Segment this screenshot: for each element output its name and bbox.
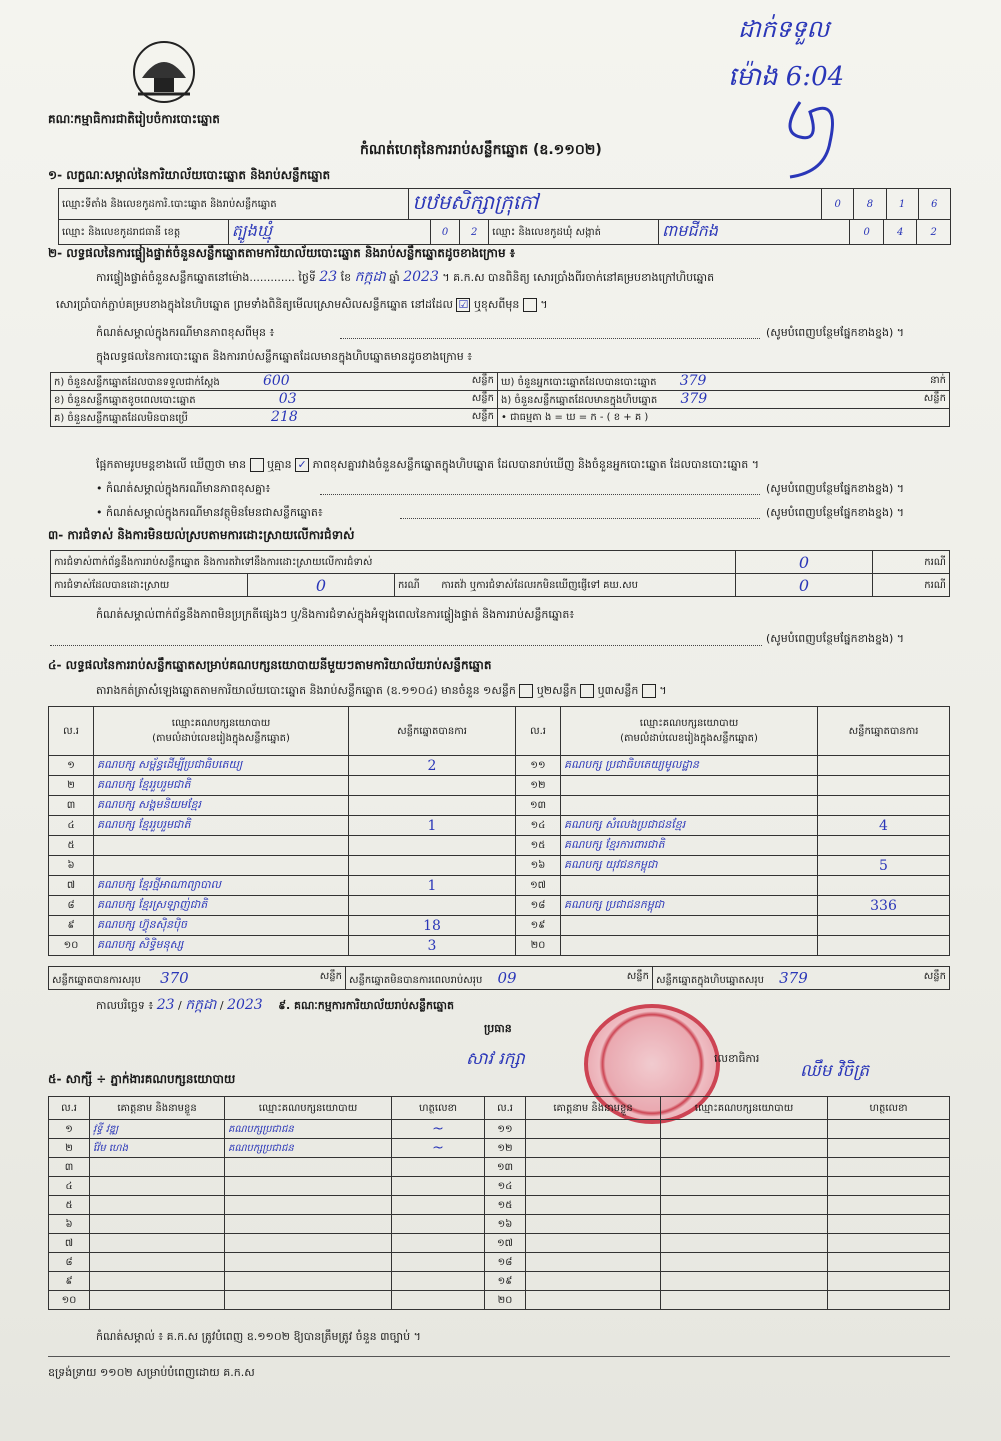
unit-label: សន្លឹក <box>923 970 946 982</box>
month-label: ខែ <box>340 271 352 284</box>
total-invalid-label: សន្លឹកឆ្នោតមិនបានការពេលរាប់សរុប <box>349 974 483 986</box>
party-name: គណបក្ស ខ្មែររួបរួមជាតិ <box>94 816 349 836</box>
commune-code-digit: 4 <box>883 220 917 245</box>
note-bullet-2: • កំណត់សម្គាល់ក្នុងករណីមានវត្ថុមិនមែនជាសន្លឹកឆ្នោត៖ <box>96 506 323 519</box>
objection-value: 0 <box>736 551 873 574</box>
one-sheet-checkbox[interactable] <box>519 684 533 698</box>
party-name: គណបក្ស យុវជនកម្ពុជា <box>561 856 818 876</box>
table-row <box>49 876 950 896</box>
table-row <box>49 896 950 916</box>
has-diff-checkbox[interactable] <box>250 458 264 472</box>
president-signature: សាវ រក្សា <box>466 1049 525 1069</box>
table-row <box>49 796 950 816</box>
party-no: ៨ <box>49 896 94 916</box>
party-votes: 5 <box>818 856 950 876</box>
witness-no: ១៧ <box>485 1234 526 1253</box>
witness-name <box>90 1291 225 1310</box>
witness-name: វ៉ែម ហេង <box>90 1139 225 1158</box>
party-name <box>94 836 349 856</box>
section2-heading: ២- លទ្ធផលនៃការផ្ទៀងផ្ទាត់ចំនួនសន្លឹកឆ្នោតតាមការិយាល័យបោះឆ្នោត និងរាប់សន្លឹកឆ្នោតដូចខាងក្រោម ៖ <box>48 246 516 260</box>
province-label: ឈ្មោះ និងលេខកូដរាជធានី ខេត្ត <box>59 220 229 245</box>
section4-heading: ៤- លទ្ធផលនៃការរាប់សន្លឹកឆ្នោតសម្រាប់គណបក្សនយោបាយនីមួយៗតាមការិយាល័យរាប់សន្លឹកឆ្នោត <box>48 658 492 672</box>
case-label: ករណី <box>873 574 950 597</box>
witness-no: ១១ <box>485 1120 526 1139</box>
witness-party <box>661 1291 828 1310</box>
verification-year: 2023 <box>403 269 439 285</box>
same-checkbox[interactable]: ☑ <box>456 298 470 312</box>
witness-signature <box>828 1158 950 1177</box>
party-name <box>94 856 349 876</box>
witness-no: ៤ <box>49 1177 90 1196</box>
witness-name <box>90 1196 225 1215</box>
table-row <box>49 1253 950 1272</box>
witness-party <box>225 1253 392 1272</box>
witness-signature <box>392 1215 485 1234</box>
witness-name <box>526 1234 661 1253</box>
station-code-digit: 1 <box>886 189 918 220</box>
witness-name: វុទ្ធី វឌ្ឍ <box>90 1120 225 1139</box>
party-name: គណបក្ស ហ៊្វុនស៊ិនប៉ិច <box>94 916 349 936</box>
verification-line-1 <box>96 270 714 285</box>
unit-label: សន្លឹក <box>319 970 342 982</box>
president-label: ប្រធាន <box>484 1022 512 1035</box>
party-votes <box>818 776 950 796</box>
unused-ballots-value: 218 <box>271 409 298 425</box>
col-party-title: ឈ្មោះគណបក្សនយោបាយ <box>171 718 271 729</box>
spoiled-ballots-label: ខ) ចំនួនសន្លឹកឆ្នោតខូចពេលបោះឆ្នោត <box>54 395 196 406</box>
two-sheet-checkbox[interactable] <box>580 684 594 698</box>
date-label: កាលបរិច្ឆេទ ៖ <box>96 999 154 1012</box>
witness-party <box>661 1272 828 1291</box>
commune-value: ពាមជីកង <box>659 220 850 245</box>
witness-signature <box>828 1253 950 1272</box>
col-party <box>94 707 349 756</box>
witness-name <box>526 1120 661 1139</box>
col-name: គោត្តនាម និងនាមខ្លួន <box>90 1097 225 1120</box>
col-party: ឈ្មោះគណបក្សនយោបាយ <box>661 1097 828 1120</box>
verification-line-2: សោរប្រាំបាក់ភ្ជាប់គម្របខាងក្នុងនៃហិបឆ្នោត ព្រមទាំងពិនិត្យមើលស្រោមសិលសន្លឹកឆ្នោត នៅដដែល ☑ ឬខុសពីមុន ។ <box>56 298 548 311</box>
witness-no: ១២ <box>485 1139 526 1158</box>
party-votes <box>349 776 516 796</box>
table-row <box>49 856 950 876</box>
total-valid-label: សន្លឹកឆ្នោតបានការសរុប <box>52 974 141 986</box>
witness-name <box>526 1177 661 1196</box>
party-name: គណបក្ស សិទ្ធិមនុស្ស <box>94 936 349 956</box>
table-row <box>49 1272 950 1291</box>
party-name: គណបក្ស សំលេងប្រជាជនខ្មែរ <box>561 816 818 836</box>
witness-party <box>225 1158 392 1177</box>
case-label: ករណី <box>873 551 950 574</box>
witness-party <box>661 1158 828 1177</box>
province-code-digit: 2 <box>460 220 489 245</box>
witness-name <box>90 1253 225 1272</box>
col-votes: សន្លឹកឆ្នោតបានការ <box>349 707 516 756</box>
table-row <box>49 1215 950 1234</box>
col-no: ល.រ <box>485 1097 526 1120</box>
ballots-in-box-label: ង) ចំនួនសន្លឹកឆ្នោតដែលមានក្នុងហិបឆ្នោត <box>501 395 658 406</box>
resolved-label: ការជំទាស់ដែលបានដោះស្រាយ <box>51 574 248 597</box>
witness-no: ១ <box>49 1120 90 1139</box>
no-diff-checkbox[interactable]: ✓ <box>295 458 309 472</box>
witness-signature <box>828 1215 950 1234</box>
ballot-count-table <box>50 372 950 427</box>
party-no: ១២ <box>516 776 561 796</box>
party-no: ១១ <box>516 756 561 776</box>
compare-rest: ភាពខុសគ្នារវាងចំនួនសន្លឹកឆ្នោតក្នុងហិបឆ្នោត ដែលបានរាប់ឃើញ និងចំនួនអ្នកបោះឆ្នោត ដែលបានបោះឆ្នោត ។ <box>312 458 759 471</box>
fill-back-note: (សូមបំពេញបន្ថែមផ្នែកខាងខ្នង) ។ <box>766 632 905 645</box>
party-votes <box>818 836 950 856</box>
commune-code-digit: 0 <box>850 220 884 245</box>
witness-no: ៩ <box>49 1272 90 1291</box>
party-name <box>561 876 818 896</box>
table-row <box>49 1196 950 1215</box>
note-line <box>50 645 762 646</box>
party-votes: 18 <box>349 916 516 936</box>
party-votes: 1 <box>349 816 516 836</box>
party-no: ១៧ <box>516 876 561 896</box>
witness-party <box>661 1139 828 1158</box>
party-votes <box>818 916 950 936</box>
footer-divider <box>48 1356 950 1357</box>
forwarded-value: 0 <box>736 574 873 597</box>
witness-signature <box>392 1177 485 1196</box>
party-name: គណបក្ស ខ្មែរការពារជាតិ <box>561 836 818 856</box>
witness-name <box>526 1196 661 1215</box>
witness-no: ១៩ <box>485 1272 526 1291</box>
three-sheet-checkbox[interactable] <box>642 684 656 698</box>
party-no: ៧ <box>49 876 94 896</box>
witness-party <box>661 1253 828 1272</box>
note-line <box>400 518 760 519</box>
witness-no: ២ <box>49 1139 90 1158</box>
witness-rows <box>49 1120 950 1310</box>
table-row <box>49 836 950 856</box>
total-box-value: 379 <box>779 968 808 987</box>
table-row <box>49 1120 950 1139</box>
party-votes: 2 <box>349 756 516 776</box>
party-votes: 1 <box>349 876 516 896</box>
party-name <box>561 916 818 936</box>
ballots-in-box-value: 379 <box>680 391 708 407</box>
col-party-sub: (តាមលំដាប់លេខរៀងក្នុងសន្លឹកឆ្នោត) <box>620 733 758 744</box>
date-month: កក្កដា <box>185 997 217 1013</box>
date-year: 2023 <box>227 997 263 1013</box>
party-name: គណបក្ស ប្រជាធិបតេយ្យមូលដ្ឋាន <box>561 756 818 776</box>
compare-none-label: ឬគ្មាន <box>267 458 292 471</box>
spoiled-ballots-value: 03 <box>278 391 297 407</box>
commune-label: ឈ្មោះ និងលេខកូដឃុំ សង្កាត់ <box>489 220 659 245</box>
table-row <box>49 1139 950 1158</box>
witness-party: គណបក្សប្រជាជន <box>225 1139 392 1158</box>
handwritten-received: ដាក់ទទួល <box>738 15 830 43</box>
handwritten-time: ម៉ោង 6:04 <box>728 62 845 92</box>
compare-line <box>96 458 759 472</box>
witness-party <box>225 1196 392 1215</box>
secretary-signature: ឈឹម វិចិត្រ <box>800 1061 869 1081</box>
witness-signature <box>392 1158 485 1177</box>
party-votes <box>818 936 950 956</box>
unit-label: សន្លឹក <box>626 970 649 982</box>
witness-signature <box>392 1234 485 1253</box>
verification-month: កក្កដា <box>354 269 386 285</box>
witness-signature <box>828 1272 950 1291</box>
witness-party <box>225 1272 392 1291</box>
witness-no: ១៨ <box>485 1253 526 1272</box>
col-no: ល.រ <box>516 707 561 756</box>
party-name <box>561 776 818 796</box>
seal-check-text: សោរប្រាំបាក់ភ្ជាប់គម្របខាងក្នុងនៃហិបឆ្នោត ព្រមទាំងពិនិត្យមើលស្រោមសិលសន្លឹកឆ្នោត នៅដដែល <box>56 298 453 311</box>
unit-label: សន្លឹក <box>923 393 946 404</box>
table-row <box>49 936 950 956</box>
witness-party <box>225 1291 392 1310</box>
witness-name <box>526 1272 661 1291</box>
sheet-count-label: តារាងកត់ត្រាសំឡេងឆ្នោតតាមការិយាល័យបោះឆ្នោត និងរាប់សន្លឹកឆ្នោត (ឧ.១១០៤) មានចំនួន ១សន្លឹក <box>96 684 516 697</box>
witness-party <box>661 1177 828 1196</box>
nec-emblem-icon <box>128 38 200 106</box>
note-line <box>320 494 760 495</box>
station-value: បឋមសិក្សាក្រុកៅ <box>409 189 822 220</box>
section5-heading: ៥- សាក្សី ÷ ភ្នាក់ងារគណបក្សនយោបាយ <box>48 1072 236 1086</box>
witness-table <box>48 1096 950 1310</box>
party-results-table <box>48 706 950 956</box>
province-value: ត្បូងឃ្មុំ <box>228 220 430 245</box>
party-votes: 3 <box>349 936 516 956</box>
party-no: ៤ <box>49 816 94 836</box>
party-name: គណបក្ស សង្គមនិយមខ្មែរ <box>94 796 349 816</box>
section3-note: កំណត់សម្គាល់ពាក់ព័ន្ធនឹងភាពមិនប្រក្រតីផ្សេងៗ ឬ/និងការជំទាស់ក្នុងអំឡុងពេលនៃការផ្ទៀងផ្ទាត់ និងការរាប់សន្លឹកឆ្នោត៖ <box>96 608 575 621</box>
table-row <box>49 916 950 936</box>
unit-label: សន្លឹក <box>471 393 494 404</box>
witness-name <box>90 1234 225 1253</box>
table-row <box>49 1234 950 1253</box>
witness-name <box>90 1272 225 1291</box>
province-code-digit: 0 <box>430 220 459 245</box>
different-label: ឬខុសពីមុន <box>473 298 520 311</box>
witness-no: ២០ <box>485 1291 526 1310</box>
verification-time-label: ការផ្ទៀងផ្ទាត់ចំនួនសន្លឹកឆ្នោតនៅម៉ោង............. ថ្ងៃទី <box>96 271 316 284</box>
unit-label: សន្លឹក <box>471 375 494 386</box>
witness-signature <box>392 1291 485 1310</box>
resolved-value: 0 <box>248 574 395 597</box>
witness-name <box>526 1158 661 1177</box>
party-no: ១៤ <box>516 816 561 836</box>
party-name: គណបក្ស ប្រជាជនកម្ពុជា <box>561 896 818 916</box>
witness-name <box>90 1215 225 1234</box>
party-rows <box>49 756 950 956</box>
party-no: ១០ <box>49 936 94 956</box>
date-day: 23 <box>156 997 175 1013</box>
witness-name <box>526 1291 661 1310</box>
col-sig: ហត្ថលេខា <box>828 1097 950 1120</box>
voters-value: 379 <box>679 373 707 389</box>
forwarded-label: ការតវ៉ា ឬការជំទាស់ដែលរកមិនឃើញផ្ញើទៅ គឃ.សប <box>441 579 638 591</box>
verification-day: 23 <box>319 269 338 285</box>
witness-no: ១០ <box>49 1291 90 1310</box>
section3-heading: ៣- ការជំទាស់ និងការមិនយល់ស្របតាមការដោះស្រាយលើការជំទាស់ <box>48 528 355 542</box>
col-name: គោត្តនាម និងនាមខ្លួន <box>526 1097 661 1120</box>
witness-name <box>526 1253 661 1272</box>
party-name: គណបក្ស សម្ព័ន្ធដើម្បីប្រជាធិបតេយ្យ <box>94 756 349 776</box>
party-no: ១៦ <box>516 856 561 876</box>
official-signature-icon <box>770 92 860 182</box>
fill-back-note: (សូមបំពេញបន្ថែមផ្នែកខាងខ្នង) ។ <box>766 482 905 495</box>
party-no: ១៥ <box>516 836 561 856</box>
two-sheet-label: ឬ២សន្លឹក <box>536 684 577 697</box>
witness-party <box>225 1234 392 1253</box>
note-different-line <box>340 338 760 339</box>
case-label: ករណី <box>398 579 420 591</box>
col-party: ឈ្មោះគណបក្សនយោបាយ <box>225 1097 392 1120</box>
witness-signature <box>392 1196 485 1215</box>
table-row <box>49 1291 950 1310</box>
year-label: ឆ្នាំ <box>389 271 400 284</box>
received-ballots-value: 600 <box>262 373 290 389</box>
col-party <box>561 707 818 756</box>
objection-label: ការជំទាស់ពាក់ព័ន្ធនឹងការរាប់សន្លឹកឆ្នោត និងការតវ៉ាទៅនឹងការដោះស្រាយលើការជំទាស់ <box>51 551 736 574</box>
compare-label: ផ្អែកតាមរូបមន្តខាងលើ ឃើញថា មាន <box>96 458 247 471</box>
objection-table <box>50 550 950 597</box>
three-sheet-label: ឬ៣សន្លឹក <box>597 684 639 697</box>
province-info-table <box>58 219 951 245</box>
result-intro: ក្នុងលទ្ធផលនៃការបោះឆ្នោត និងការរាប់សន្លឹកឆ្នោតដែលមានក្នុងហិបឆ្នោតមានដូចខាងក្រោម ៖ <box>96 350 473 363</box>
party-votes <box>349 836 516 856</box>
witness-party <box>225 1215 392 1234</box>
note-bullet-1: • កំណត់សម្គាល់ក្នុងករណីមានភាពខុសគ្នា៖ <box>96 482 271 495</box>
date-line: កាលបរិច្ឆេទ ៖ 23 / កក្កដា / 2023 ៩. គណៈកម្មការការិយាល័យរាប់សន្លឹកឆ្នោត <box>96 997 454 1013</box>
party-no: ៥ <box>49 836 94 856</box>
witness-signature <box>828 1291 950 1310</box>
witness-name <box>526 1215 661 1234</box>
col-party-title: ឈ្មោះគណបក្សនយោបាយ <box>639 718 739 729</box>
party-votes: 336 <box>818 896 950 916</box>
witness-party: គណបក្សប្រជាជន <box>225 1120 392 1139</box>
party-votes <box>349 796 516 816</box>
table-row <box>49 756 950 776</box>
party-votes <box>818 796 950 816</box>
party-no: ៦ <box>49 856 94 876</box>
secretary-label: លេខាធិការ <box>714 1052 760 1065</box>
witness-no: ១៣ <box>485 1158 526 1177</box>
party-no: ១៨ <box>516 896 561 916</box>
formula: • ជាធម្មតា ង = ឃ = ក - ( ខ + គ ) <box>498 409 950 427</box>
witness-signature <box>392 1253 485 1272</box>
party-name: គណបក្ស ខ្មែររួបរួមជាតិ <box>94 776 349 796</box>
party-no: ១ <box>49 756 94 776</box>
footer-text: ឧទ្រង់ទ្រាយ ១១០២ សម្រាប់បំពេញដោយ គ.ក.ស <box>48 1366 255 1379</box>
party-name: គណបក្ស ខ្មែរថ្មីអាណាព្យាបាល <box>94 876 349 896</box>
party-votes <box>349 896 516 916</box>
col-sig: ហត្ថលេខា <box>392 1097 485 1120</box>
party-votes <box>818 756 950 776</box>
witness-party <box>661 1120 828 1139</box>
station-code-digit: 6 <box>918 189 950 220</box>
station-info-table <box>58 188 951 220</box>
party-name <box>561 796 818 816</box>
witness-signature <box>828 1177 950 1196</box>
witness-signature <box>392 1272 485 1291</box>
unit-label: នាក់ <box>930 375 946 386</box>
table-row <box>49 1158 950 1177</box>
col-no: ល.រ <box>49 707 94 756</box>
commission-label: ៩. គណៈកម្មការការិយាល័យរាប់សន្លឹកឆ្នោត <box>278 999 454 1012</box>
witness-signature: ~ <box>392 1139 485 1158</box>
commune-code-digit: 2 <box>917 220 951 245</box>
fill-back-note: (សូមបំពេញបន្ថែមផ្នែកខាងខ្នង) ។ <box>766 326 905 339</box>
witness-signature <box>828 1196 950 1215</box>
section1-heading: ១- លក្ខណៈសម្គាល់នៃការិយាល័យបោះឆ្នោត និងរាប់សន្លឹកឆ្នោត <box>48 168 331 182</box>
party-votes: 4 <box>818 816 950 836</box>
committee-name: គណៈកម្មាធិការជាតិរៀបចំការបោះឆ្នោត <box>48 112 220 126</box>
witness-no: ៣ <box>49 1158 90 1177</box>
party-no: ៣ <box>49 796 94 816</box>
party-votes <box>818 876 950 896</box>
received-ballots-label: ក) ចំនួនសន្លឹកឆ្នោតដែលបានទទួលជាក់ស្តែង <box>54 377 220 388</box>
table-row <box>49 1177 950 1196</box>
verification-text: ។ គ.ក.ស បានពិនិត្យ សោរប្រាំងពីរចាក់នៅគម្របខាងក្រៅហិបឆ្នោត <box>442 271 715 284</box>
col-party-sub: (តាមលំដាប់លេខរៀងក្នុងសន្លឹកឆ្នោត) <box>152 733 290 744</box>
witness-no: ៨ <box>49 1253 90 1272</box>
witness-party <box>225 1177 392 1196</box>
witness-signature: ~ <box>392 1120 485 1139</box>
station-label: ឈ្មោះទីតាំង និងលេខកូដការិ.បោះឆ្នោត និងរាប់សន្លឹកឆ្នោត <box>59 189 409 220</box>
total-valid-value: 370 <box>160 968 189 987</box>
unit-label: សន្លឹក <box>471 411 494 422</box>
party-votes <box>349 856 516 876</box>
total-box-label: សន្លឹកឆ្នោតក្នុងហិបឆ្នោតសរុប <box>656 974 764 986</box>
station-code-digit: 0 <box>822 189 854 220</box>
witness-party <box>661 1196 828 1215</box>
witness-party <box>661 1234 828 1253</box>
witness-signature <box>828 1120 950 1139</box>
sheet-count-line: តារាងកត់ត្រាសំឡេងឆ្នោតតាមការិយាល័យបោះឆ្នោត និងរាប់សន្លឹកឆ្នោត (ឧ.១១០៤) មានចំនួន ១សន្លឹក ឬ២សន្លឹក ឬ៣សន្លឹក ។ <box>96 684 667 697</box>
fill-back-note: (សូមបំពេញបន្ថែមផ្នែកខាងខ្នង) ។ <box>766 506 905 519</box>
party-no: ១៩ <box>516 916 561 936</box>
party-no: ១៣ <box>516 796 561 816</box>
note-different: កំណត់សម្គាល់ក្នុងករណីមានភាពខុសពីមុន ៖ <box>96 326 275 339</box>
party-no: ២ <box>49 776 94 796</box>
different-checkbox[interactable] <box>523 298 537 312</box>
witness-no: ១៥ <box>485 1196 526 1215</box>
section5-note: កំណត់សម្គាល់ ៖ គ.ក.ស ត្រូវបំពេញ ឧ.១១០២ ឱ្យបានត្រឹមត្រូវ ចំនួន ៣ច្បាប់ ។ <box>96 1330 421 1343</box>
party-name: គណបក្ស ខ្មែរស្រឡាញ់ជាតិ <box>94 896 349 916</box>
witness-signature <box>828 1139 950 1158</box>
voters-label: ឃ) ចំនួនអ្នកបោះឆ្នោតដែលបានបោះឆ្នោត <box>501 377 657 388</box>
table-row <box>49 776 950 796</box>
witness-no: ៦ <box>49 1215 90 1234</box>
party-no: ២០ <box>516 936 561 956</box>
col-votes: សន្លឹកឆ្នោតបានការ <box>818 707 950 756</box>
witness-signature <box>828 1234 950 1253</box>
witness-party <box>661 1215 828 1234</box>
witness-no: ៧ <box>49 1234 90 1253</box>
totals-table <box>48 966 950 990</box>
party-name <box>561 936 818 956</box>
total-invalid-value: 09 <box>497 968 517 987</box>
col-no: ល.រ <box>49 1097 90 1120</box>
station-code-digit: 8 <box>854 189 886 220</box>
witness-no: ១៦ <box>485 1215 526 1234</box>
unused-ballots-label: គ) ចំនួនសន្លឹកឆ្នោតដែលមិនបានប្រើ <box>54 413 188 424</box>
witness-no: ១៤ <box>485 1177 526 1196</box>
form-title: កំណត់ហេតុនៃការរាប់សន្លឹកឆ្នោត (ឧ.១១០២) <box>360 142 602 158</box>
witness-name <box>90 1177 225 1196</box>
table-row <box>49 816 950 836</box>
party-no: ៩ <box>49 916 94 936</box>
witness-name <box>90 1158 225 1177</box>
witness-no: ៥ <box>49 1196 90 1215</box>
witness-name <box>526 1139 661 1158</box>
